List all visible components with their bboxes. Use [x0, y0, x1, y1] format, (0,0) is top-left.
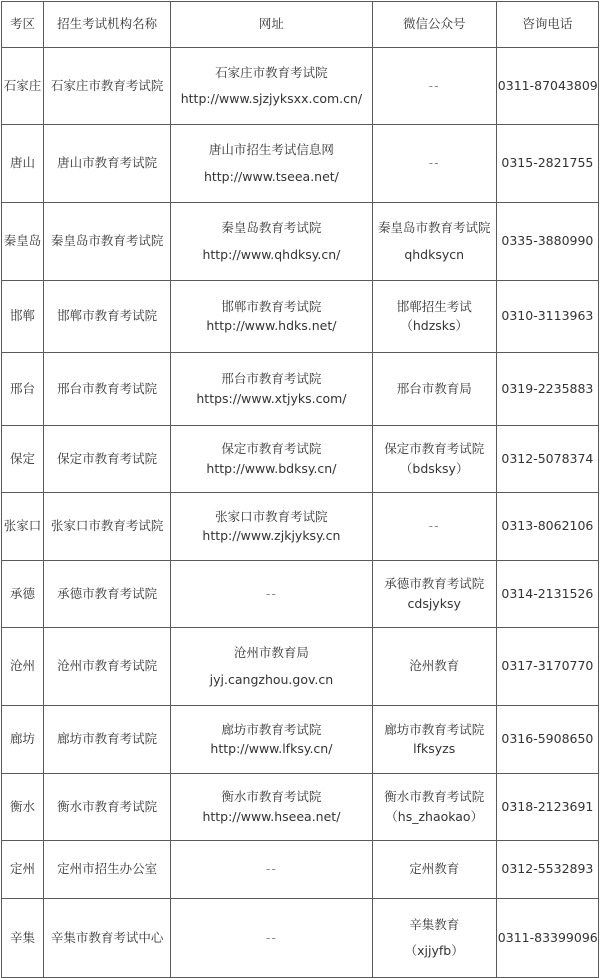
website-cell [171, 426, 372, 493]
wechat-cell-name: -- [428, 518, 440, 534]
website-cell-detail[interactable]: jyj.cangzhou.gov.cn [209, 671, 334, 687]
website-cell-name: 秦皇岛教育考试院 [221, 220, 322, 236]
org-cell: 定州市招生办公室 [44, 841, 171, 899]
area-cell: 衡水 [2, 774, 44, 841]
area-cell: 张家口 [2, 493, 44, 561]
table-row [2, 203, 599, 281]
website-cell-name: 沧州市教育局 [233, 645, 309, 661]
website-cell-name: 张家口市教育考试院 [215, 508, 328, 524]
website-cell [171, 561, 372, 628]
org-cell: 张家口市教育考试院 [44, 493, 171, 561]
area-cell: 邢台 [2, 353, 44, 426]
wechat-cell-detail: （hs_zhaokao） [385, 808, 484, 824]
wechat-cell-detail: qhdksycn [404, 246, 465, 262]
website-cell [171, 493, 372, 561]
wechat-cell [372, 281, 496, 353]
website-cell-detail[interactable]: http://www.hdks.net/ [206, 318, 337, 333]
wechat-cell [372, 203, 496, 281]
header-area: 考区 [2, 2, 44, 48]
website-cell-detail[interactable]: http://www.zjkjyksy.cn [202, 528, 341, 543]
wechat-cell-detail: （bdsksy） [399, 460, 469, 476]
header-wechat: 微信公众号 [372, 2, 496, 48]
area-cell: 保定 [2, 426, 44, 493]
table-row [2, 281, 599, 353]
wechat-cell-name: 衡水市教育考试院 [384, 789, 485, 805]
org-cell: 邢台市教育考试院 [44, 353, 171, 426]
website-cell-detail[interactable]: https://www.xtjyks.com/ [196, 390, 347, 406]
wechat-cell-detail: lfksyzs [413, 741, 456, 756]
org-cell: 保定市教育考试院 [44, 426, 171, 493]
area-cell: 秦皇岛 [2, 203, 44, 281]
org-cell: 秦皇岛市教育考试院 [44, 203, 171, 281]
wechat-cell [372, 426, 496, 493]
area-cell: 辛集 [2, 899, 44, 978]
table-row [2, 493, 599, 561]
table-header [2, 2, 599, 48]
wechat-cell-detail: （hdzsks） [400, 318, 469, 333]
org-cell: 沧州市教育考试院 [44, 628, 171, 706]
table-row [2, 774, 599, 841]
wechat-cell-name: 邢台市教育局 [396, 380, 472, 396]
org-cell: 唐山市教育考试院 [44, 125, 171, 203]
area-cell: 廊坊 [2, 706, 44, 774]
header-phone: 咨询电话 [496, 2, 598, 48]
website-cell-name: -- [265, 929, 277, 945]
website-cell [171, 353, 372, 426]
wechat-cell-detail: cdsjyksy [407, 595, 461, 611]
website-cell [171, 774, 372, 841]
website-cell [171, 203, 372, 281]
website-cell-detail[interactable]: http://www.hseea.net/ [202, 808, 341, 824]
table-row [2, 561, 599, 628]
website-cell-detail[interactable]: http://www.tseea.net/ [203, 168, 339, 184]
wechat-cell-name: 承德市教育考试院 [384, 576, 485, 592]
table-row [2, 125, 599, 203]
table-row [2, 899, 599, 978]
header-row [2, 2, 599, 48]
phone-cell: 0335-3880990 [496, 203, 598, 281]
org-cell: 石家庄市教育考试院 [44, 48, 171, 125]
header-org: 招生考试机构名称 [44, 2, 171, 48]
org-cell: 廊坊市教育考试院 [44, 706, 171, 774]
phone-cell: 0312-5078374 [496, 426, 598, 493]
wechat-cell-name: 沧州教育 [409, 658, 460, 674]
website-cell [171, 899, 372, 978]
website-cell-name: 邯郸市教育考试院 [221, 298, 322, 314]
wechat-cell [372, 125, 496, 203]
table-row [2, 706, 599, 774]
wechat-cell-name: -- [428, 77, 440, 93]
page [0, 1, 600, 970]
phone-cell: 0318-2123691 [496, 774, 598, 841]
phone-cell: 0311-87043809 [496, 48, 598, 125]
phone-cell: 0315-2821755 [496, 125, 598, 203]
phone-cell: 0319-2235883 [496, 353, 598, 426]
area-cell: 石家庄 [2, 48, 44, 125]
website-cell-detail[interactable]: http://www.lfksy.cn/ [210, 741, 333, 756]
wechat-cell [372, 48, 496, 125]
wechat-cell-detail: （xjjyfb） [404, 943, 464, 958]
table-row [2, 841, 599, 899]
area-cell: 沧州 [2, 628, 44, 706]
wechat-cell [372, 899, 496, 978]
wechat-cell-name: 秦皇岛市教育考试院 [377, 220, 491, 236]
website-cell-name: 保定市教育考试院 [221, 441, 322, 457]
website-cell-name: -- [265, 861, 277, 877]
website-cell [171, 48, 372, 125]
phone-cell: 0313-8062106 [496, 493, 598, 561]
area-cell: 唐山 [2, 125, 44, 203]
phone-cell: 0312-5532893 [496, 841, 598, 899]
wechat-cell [372, 493, 496, 561]
website-cell-detail[interactable]: http://www.qhdksy.cn/ [202, 246, 341, 262]
website-cell [171, 841, 372, 899]
website-cell [171, 628, 372, 706]
website-cell-name: 廊坊市教育考试院 [221, 721, 322, 737]
wechat-cell-name: 廊坊市教育考试院 [384, 721, 485, 737]
org-cell: 承德市教育考试院 [44, 561, 171, 628]
phone-cell: 0311-83399096 [496, 899, 598, 978]
wechat-cell [372, 561, 496, 628]
org-cell: 辛集市教育考试中心 [44, 899, 171, 978]
exam-contact-table [1, 1, 599, 978]
area-cell: 定州 [2, 841, 44, 899]
website-cell [171, 706, 372, 774]
website-cell-name: 邢台市教育考试院 [221, 371, 322, 387]
org-cell: 衡水市教育考试院 [44, 774, 171, 841]
phone-cell: 0317-3170770 [496, 628, 598, 706]
wechat-cell [372, 774, 496, 841]
website-cell-name: 衡水市教育考试院 [221, 789, 322, 805]
org-cell: 邯郸市教育考试院 [44, 281, 171, 353]
website-cell-name: -- [265, 585, 277, 601]
wechat-cell-name: 定州教育 [409, 861, 460, 877]
website-cell-name: 唐山市招生考试信息网 [208, 142, 334, 158]
phone-cell: 0316-5908650 [496, 706, 598, 774]
website-cell-name: 石家庄市教育考试院 [215, 64, 328, 80]
table-row [2, 48, 599, 125]
area-cell: 邯郸 [2, 281, 44, 353]
phone-cell: 0310-3113963 [496, 281, 598, 353]
wechat-cell [372, 706, 496, 774]
table-row [2, 628, 599, 706]
wechat-cell [372, 353, 496, 426]
website-cell-detail[interactable]: http://www.bdksy.cn/ [206, 460, 337, 476]
website-cell [171, 281, 372, 353]
wechat-cell-name: 邯郸招生考试 [396, 298, 472, 314]
table-body [2, 48, 599, 978]
wechat-cell-name: 保定市教育考试院 [384, 441, 485, 457]
wechat-cell [372, 628, 496, 706]
header-website: 网址 [171, 2, 372, 48]
phone-cell: 0314-2131526 [496, 561, 598, 628]
website-cell [171, 125, 372, 203]
wechat-cell-name: -- [428, 155, 440, 171]
wechat-cell [372, 841, 496, 899]
area-cell: 承德 [2, 561, 44, 628]
website-cell-detail[interactable]: http://www.sjzjyksxx.com.cn/ [180, 91, 363, 106]
table-row [2, 353, 599, 426]
table-row [2, 426, 599, 493]
wechat-cell-name: 辛集教育 [409, 916, 460, 932]
